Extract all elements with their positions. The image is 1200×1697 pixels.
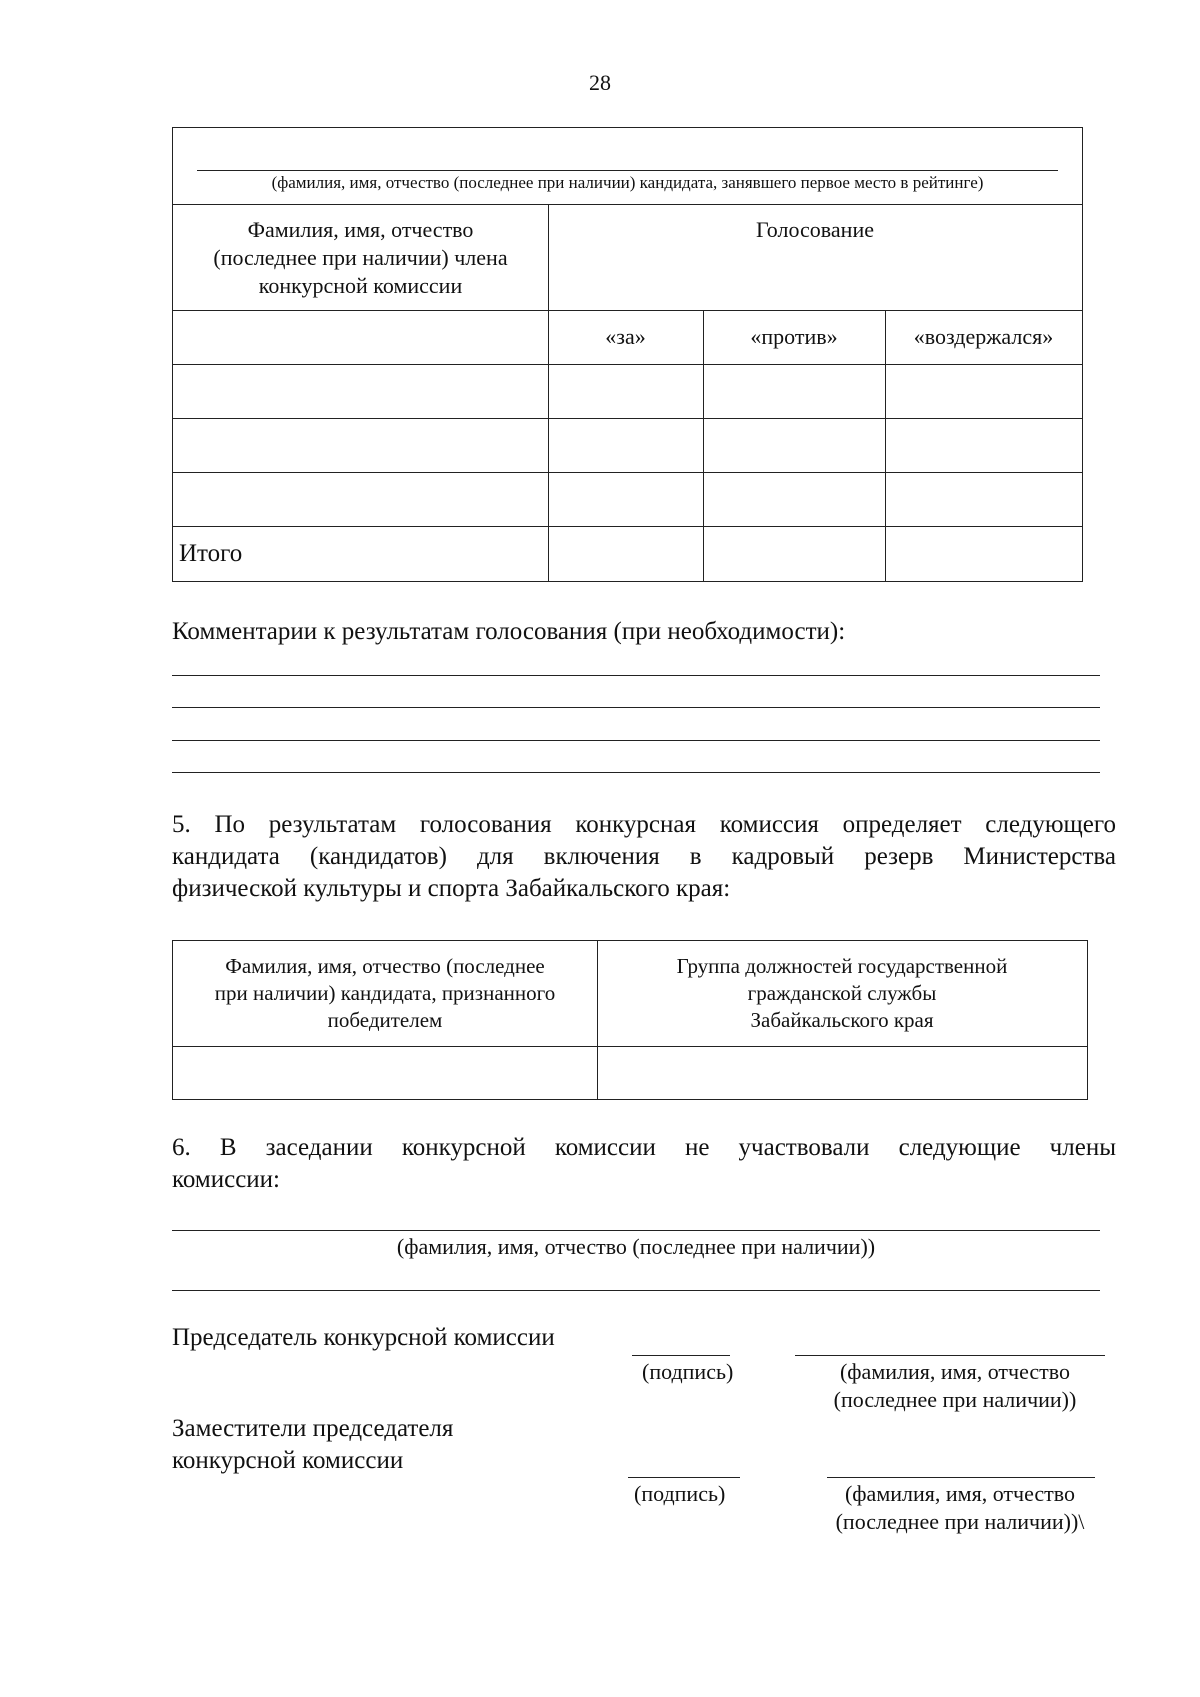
deputy-name-line — [827, 1477, 1095, 1478]
chair-label: Председатель конкурсной комиссии — [172, 1324, 555, 1351]
table-rule — [173, 204, 1082, 205]
table-rule — [173, 310, 548, 311]
vote-abstain-header: «воздержался» — [913, 324, 1054, 349]
voting-header: Голосование — [756, 217, 874, 242]
section-5-line: кандидата (кандидатов) для включения в кадровый резерв Министерства — [172, 843, 1116, 870]
comment-line — [172, 740, 1100, 741]
table-rule — [548, 204, 549, 581]
section-5-line: физической культуры и спорта Забайкальского края: — [172, 875, 731, 902]
deputy-label-line: конкурсной комиссии — [172, 1447, 404, 1474]
table-rule — [173, 364, 1082, 365]
winners-table — [172, 940, 1088, 1100]
position-group-header — [597, 953, 1087, 1034]
chair-name-caption — [805, 1358, 1105, 1414]
winner-header-line: при наличии) кандидата, признанного — [214, 981, 556, 1005]
chair-name-caption-line: (фамилия, имя, отчество — [839, 1359, 1071, 1384]
member-header-line: (последнее при наличии) члена — [213, 245, 508, 270]
winner-header-line: победителем — [327, 1008, 443, 1032]
position-header-line: гражданской службы — [747, 981, 937, 1005]
section-5-text — [172, 809, 1116, 905]
vote-for-header: «за» — [605, 324, 646, 349]
absent-members-line — [172, 1290, 1100, 1291]
deputy-label — [172, 1413, 453, 1477]
section-5-line: 5. По результатам голосования конкурсная комиссия определяет следующего — [172, 811, 1116, 838]
page-number: 28 — [589, 70, 611, 95]
section-6-text — [172, 1132, 1116, 1196]
comment-line — [172, 707, 1100, 708]
absent-members-caption: (фамилия, имя, отчество (последнее при наличии)) — [396, 1234, 876, 1259]
absent-members-line — [172, 1230, 1100, 1231]
table-rule — [173, 526, 1082, 527]
chair-name-caption-line: (последнее при наличии)) — [833, 1387, 1077, 1412]
member-header-line: Фамилия, имя, отчество — [247, 217, 474, 242]
table-rule — [173, 418, 1082, 419]
comment-line — [172, 772, 1100, 773]
deputy-name-caption-line: (фамилия, имя, отчество — [844, 1481, 1076, 1506]
chair-signature-line — [632, 1355, 730, 1356]
deputy-signature-caption: (подпись) — [634, 1481, 726, 1506]
voting-table — [172, 127, 1083, 582]
table-rule — [548, 310, 1082, 311]
candidate-name-line — [197, 170, 1058, 171]
member-column-header — [173, 216, 548, 300]
comments-label: Комментарии к результатам голосования (при необходимости): — [172, 618, 846, 645]
winner-header-line: Фамилия, имя, отчество (последнее — [225, 954, 545, 978]
deputy-label-line: Заместители председателя — [172, 1415, 454, 1442]
table-rule — [173, 1046, 1087, 1047]
member-header-line: конкурсной комиссии — [258, 273, 463, 298]
chair-name-line — [795, 1355, 1105, 1356]
comment-line — [172, 675, 1100, 676]
chair-signature-caption: (подпись) — [642, 1359, 734, 1384]
position-header-line: Группа должностей государственной — [676, 954, 1008, 978]
section-6-line: 6. В заседании конкурсной комиссии не участвовали следующие члены — [172, 1134, 1116, 1161]
total-label: Итого — [179, 540, 243, 567]
position-header-line: Забайкальского края — [750, 1008, 934, 1032]
section-6-line: комиссии: — [172, 1166, 280, 1193]
deputy-name-caption-line: (последнее при наличии))\ — [835, 1509, 1085, 1534]
vote-against-header: «против» — [750, 324, 838, 349]
candidate-caption: (фамилия, имя, отчество (последнее при наличии) кандидата, занявшего первое место в рейтинге) — [271, 173, 984, 192]
winner-name-header — [173, 953, 597, 1034]
deputy-name-caption — [810, 1480, 1110, 1536]
deputy-signature-line — [628, 1477, 740, 1478]
table-rule — [173, 472, 1082, 473]
